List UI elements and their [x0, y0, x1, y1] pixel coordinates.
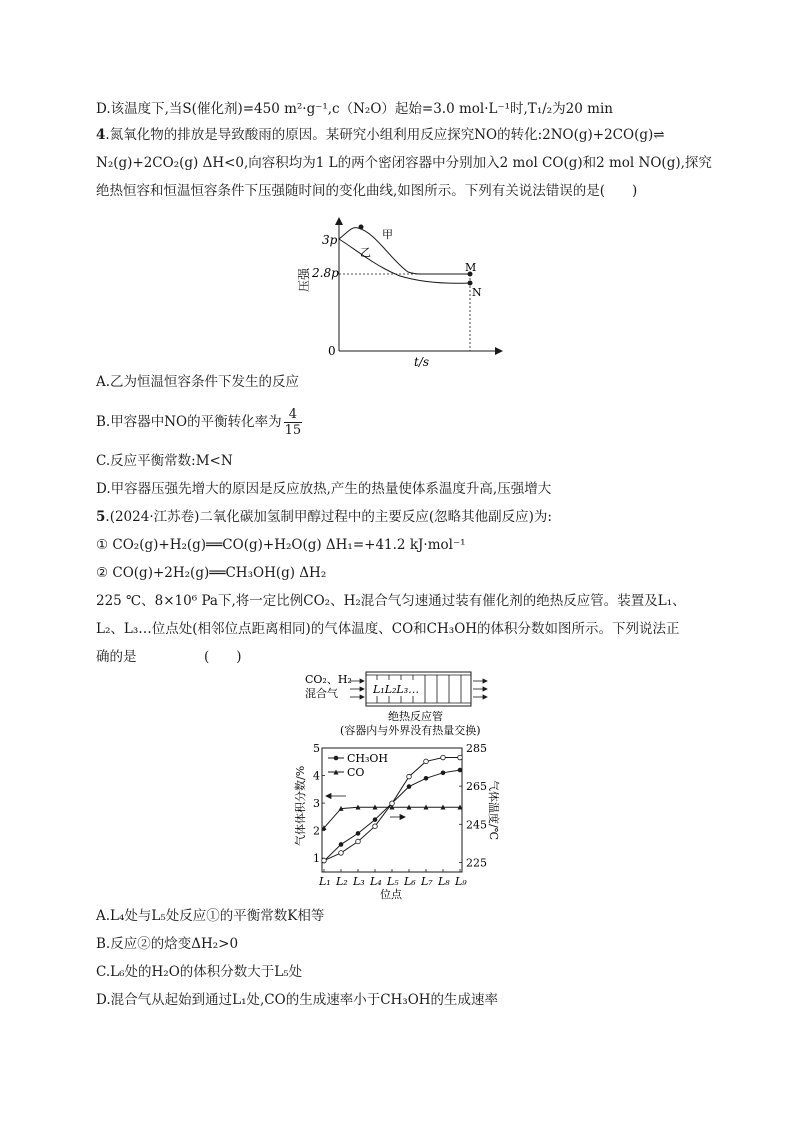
x-tick-label: L₄ — [370, 875, 382, 888]
outlet-arrows — [473, 679, 487, 699]
curve-jia — [339, 228, 470, 274]
point-ch3oh — [407, 784, 412, 789]
tick-3p: 3p — [322, 233, 338, 247]
x-tick-label: L₇ — [421, 875, 433, 888]
gas-label-2: 混合气 — [305, 687, 338, 700]
q5-stem-line2: 225 ℃、8×10⁶ Pa下,将一定比例CO₂、H₂混合气匀速通过装有催化剂的绝热反应管。装置及L₁、 — [96, 593, 686, 609]
left-tick-label: 2 — [313, 824, 320, 838]
x-tick-label: L₈ — [438, 875, 450, 888]
y-axis-label: 压强 — [297, 267, 311, 292]
point-temperature — [322, 858, 327, 863]
point-temperature — [356, 839, 361, 844]
q4-option-b-text: B.甲容器中NO的平衡转化率为 — [96, 414, 282, 430]
q5-option-a: A.L₄处与L₅处反应①的平衡常数K相等 — [96, 908, 325, 924]
tick-2-8p: 2.8p — [312, 266, 339, 280]
point-n — [468, 281, 473, 286]
inlet-arrows — [350, 679, 364, 699]
point-ch3oh — [424, 776, 429, 781]
q4-stem-line3: 绝热恒容和恒温恒容条件下压强随时间的变化曲线,如图所示。下列有关说法错误的是( ) — [96, 183, 638, 199]
point-temperature — [424, 759, 429, 764]
q4-stem-text1: .氮氧化物的排放是导致酸雨的原因。某研究小组利用反应探究NO的转化:2NO(g)+2CO(g)⇌ — [105, 127, 665, 143]
point-ch3oh — [339, 842, 344, 847]
tick-zero: 0 — [328, 344, 336, 358]
point-ch3oh — [356, 831, 361, 836]
series-line-co — [324, 807, 460, 828]
left-tick-label: 4 — [313, 769, 320, 783]
q3-option-d: D.该温度下,当S(催化剂)=450 m²·g⁻¹,c（N₂O）起始=3.0 mol·L⁻¹时,T₁/₂为20 min — [96, 101, 613, 117]
x-tick-label: L₉ — [455, 875, 467, 888]
tube-caption-2: (容器内与外界没有热量交换) — [340, 724, 481, 737]
x-tick-label: L₅ — [387, 875, 399, 888]
pressure-time-chart — [290, 214, 520, 370]
label-jia: 甲 — [382, 228, 393, 241]
series-line-ch3oh — [324, 770, 460, 861]
right-tick-label: 245 — [466, 818, 487, 832]
point-temperature — [339, 851, 344, 856]
point-temperature — [458, 755, 463, 760]
left-tick-label: 3 — [313, 797, 320, 811]
point-ch3oh — [458, 768, 463, 773]
peak-point — [359, 225, 364, 230]
q5-stem-line3: L₂、L₃…位点处(相邻位点距离相同)的气体温度、CO和CH₃OH的体积分数如图所示。下列说法正 — [96, 621, 680, 637]
q4-number: 4 — [96, 127, 106, 143]
label-n: N — [472, 286, 482, 299]
x-axis-label: t/s — [414, 355, 430, 369]
q4-stem-line1 — [96, 125, 665, 145]
legend-marker-ch3oh — [334, 756, 339, 761]
q5-option-c: C.L₆处的H₂O的体积分数大于L₅处 — [96, 964, 303, 980]
point-ch3oh — [373, 817, 378, 822]
tube-caption-1: 绝热反应管 — [388, 710, 443, 723]
q4-option-d: D.甲容器压强先增大的原因是反应放热,产生的热量使体系温度升高,压强增大 — [96, 481, 552, 497]
fraction-numerator: 4 — [284, 407, 303, 423]
legend-label-co: CO — [347, 766, 365, 779]
right-tick-label: 285 — [466, 742, 487, 755]
q5-reaction-2: ② CO(g)+2H₂(g)══CH₃OH(g) ΔH₂ — [96, 565, 327, 581]
q5-stem-line4: 确的是 ( ) — [96, 649, 242, 665]
q5-option-d: D.混合气从起始到通过L₁处,CO的生成速率小于CH₃OH的生成速率 — [96, 992, 499, 1008]
q5-number: 5 — [96, 509, 106, 525]
q5-stem-text1: .(2024·江苏卷)二氧化碳加氢制甲醇过程中的主要反应(忽略其他副反应)为: — [105, 509, 552, 525]
tube-inner-label: L₁L₂L₃… — [373, 683, 420, 696]
point-temperature — [441, 755, 446, 760]
q5-stem-line1 — [96, 507, 552, 527]
axis-indicator-arrows — [326, 794, 405, 820]
point-temperature — [373, 824, 378, 829]
q4-option-b — [96, 407, 302, 438]
point-ch3oh — [441, 771, 446, 776]
q4-stem-line2: N₂(g)+2CO₂(g) ΔH<0,向容积均为1 L的两个密闭容器中分别加入2 mol CO(g)和2 mol NO(g),探究 — [96, 155, 712, 171]
fraction — [284, 407, 303, 438]
label-m: M — [465, 261, 477, 274]
point-temperature — [390, 801, 395, 806]
q4-option-c: C.反应平衡常数:M<N — [96, 453, 233, 469]
right-tick-label: 225 — [466, 856, 487, 870]
x-tick-label: L₁ — [319, 875, 331, 888]
curve-yi — [339, 239, 470, 283]
x-tick-label: L₂ — [336, 875, 348, 888]
gas-label-1: CO₂、H₂ — [305, 673, 352, 686]
left-tick-label: 1 — [313, 852, 320, 866]
volume-fraction-temperature-chart — [290, 742, 520, 904]
reactor-tube-diagram — [300, 670, 510, 740]
q4-option-a: A.乙为恒温恒容条件下发生的反应 — [96, 374, 300, 390]
fraction-denominator: 15 — [284, 423, 302, 438]
left-tick-label: 5 — [313, 742, 320, 755]
left-axis-label: 气体体积分数/% — [294, 765, 307, 846]
q5-option-b: B.反应②的焓变ΔH₂>0 — [96, 936, 239, 952]
q5-reaction-1: ① CO₂(g)+H₂(g)══CO(g)+H₂O(g) ΔH₁=+41.2 kJ·mol⁻¹ — [96, 537, 466, 553]
point-temperature — [407, 774, 412, 779]
x-tick-label: L₆ — [404, 875, 416, 888]
right-axis-label: 气体温度/℃ — [487, 780, 500, 841]
x-tick-label: L₃ — [353, 875, 365, 888]
label-yi: 乙 — [360, 246, 371, 259]
x-axis-label: 位点 — [380, 888, 402, 901]
legend — [328, 752, 388, 779]
right-tick-label: 265 — [466, 780, 487, 794]
legend-label-ch3oh: CH₃OH — [347, 752, 389, 765]
